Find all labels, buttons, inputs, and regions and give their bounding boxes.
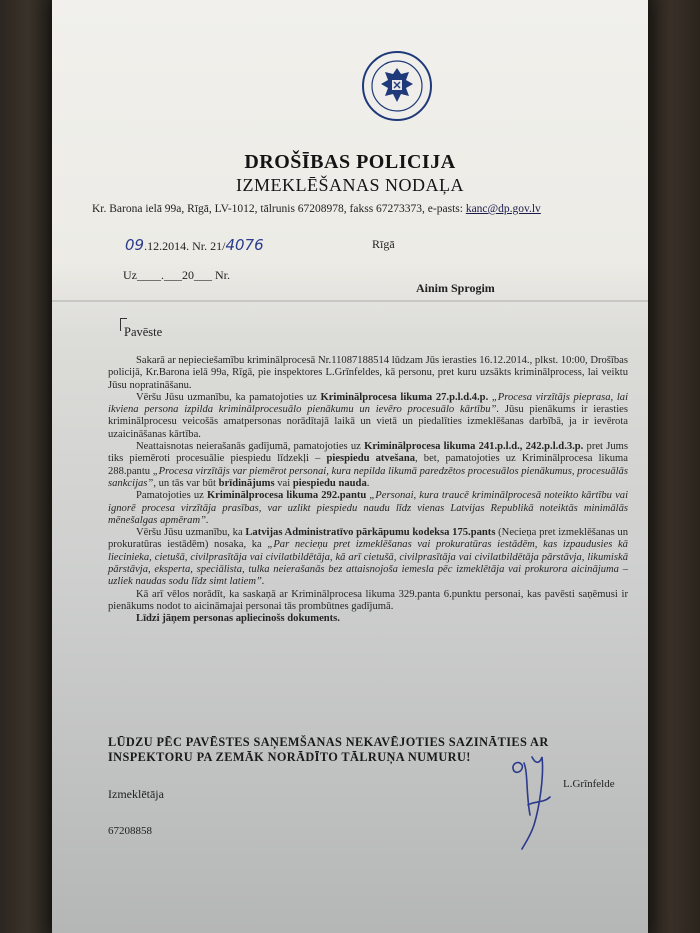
recipient-name: Ainim Sprogim [416,281,495,295]
place: Rīgā [372,237,395,251]
paragraph-2: Vēršu Jūsu uzmanību, ka pamatojoties uz Kriminālprocesa likuma 27.p.l.d.4.p. „Procesa virzītājs pieprasa, lai ikviena persona izpilda kriminālprocesuālo pienākumu un ievēro procesuālo kārtību”. Jūsu pienākums ir ierasties kriminālprocesu veicošās amatpersonas norādītajā laikā un vietā un piedalīties izmeklēšanas darbībā, ja ir ievērota uzaicināšanas kārtība. [108,391,629,440]
uz-line: Uz____.___20___ Nr. [123,268,230,282]
handwritten-number: 4076 [225,236,264,254]
handwritten-signature [500,745,580,855]
police-seal-emblem [361,50,433,122]
printed-date: .12.2014. Nr. 21/ [144,239,226,253]
contact-notice: LŪDZU PĒC PAVĒSTES SAŅEMŠANAS NEKAVĒJOTIES SAZINĀTIES AR INSPEKTORU PA ZEMĀK NORĀDĪTO TĀLRUŅA NUMURU! [108,735,549,764]
reference-line [125,236,264,254]
document-type: Pavēste [124,325,163,339]
handwritten-day: 09 [125,236,145,254]
investigator-role: Izmeklētāja [108,787,164,801]
paragraph-4: Pamatojoties uz Kriminālprocesa likuma 292.pantu „Personai, kura traucē kriminālprocesā noteikto kārtību vai ignorē procesa virzītāja prasības, var uzlikt piespiedu naudu līdz vienas Latvijas Republikā noteiktās minimālās mēnešalgas apmēram”. [108,490,629,526]
paragraph-7: Līdzi jāņem personas apliecinošs dokuments. [136,613,340,625]
summons-body [108,355,628,626]
investigator-name: L.Grīnfelde [563,778,615,790]
paragraph-6: Kā arī vēlos norādīt, ka saskaņā ar Kriminālprocesa likuma 329.panta 6.punktu personai, kas pavēsti saņēmusi ir pienākums nodot to aicināmajai personai tās prombūtnes gadījumā. [108,588,628,612]
agency-title: DROŠĪBAS POLICIJA [244,151,456,173]
paragraph-3: Neattaisnotas neierašanās gadījumā, pamatojoties uz Kriminālprocesa likuma 241.p.l.d., 242.p.l.d.3.p. pret Jums tiks piemēroti procesuālie piespiedu līdzekļi – piespiedu atvešana, bet, pamatojoties uz Kriminālprocesa likuma 288.pantu „Procesa virzītājs var piemērot personai, kura nepilda likumā paredzētos procesuālos pienākumus, procesuālās sankcijas”, un tās var būt brīdinājums vai piespiedu nauda. [108,441,628,489]
paragraph-5: Vēršu Jūsu uzmanību, ka Latvijas Administratīvo pārkāpumu kodeksa 175.pants (Necieņa pret izmeklēšanas un prokuratūras iestādēm) nosaka, ka „Par necieņu pret izmeklēšanas vai prokuratūras iestādēm, kas izpaudusies kā liecinieka, cietušā, civilprasītāja vai civilatbildētāja, kā arī cietušā, civilprasītāja vai civilatbildētāja pārstāvja, likumiskā pārstāvja, eksperta, speciālista, tulka neierašanās bez attaisnojoša iemesla pēc izmeklētāja vai prokurora aicinājuma – uzliek naudas sodu līdz simt latiem”. [108,527,629,588]
paragraph-1: Sakarā ar nepieciešamību kriminālprocesā Nr.11087188514 lūdzam Jūs ierasties 16.12.2014., plkst. 10:00, Drošības policijā, Kr.Barona ielā 99a, Rīgā, pie inspektores L.Grīnfeldes, kā personu, pret kuru uzsākts kriminālprocess, lai veiktu Jūsu nopratināšanu. [108,355,628,391]
phone-number: 67208858 [108,825,152,837]
agency-email: kanc@dp.gov.lv [465,203,541,215]
paper-fold [52,300,648,302]
agency-address: Kr. Barona ielā 99a, Rīgā, LV-1012, tālrunis 67208978, fakss 67273373, e-pasts: kanc@dp.gov.lv [92,203,541,215]
department-title: IZMEKLĒŠANAS NODAĻA [236,175,464,195]
